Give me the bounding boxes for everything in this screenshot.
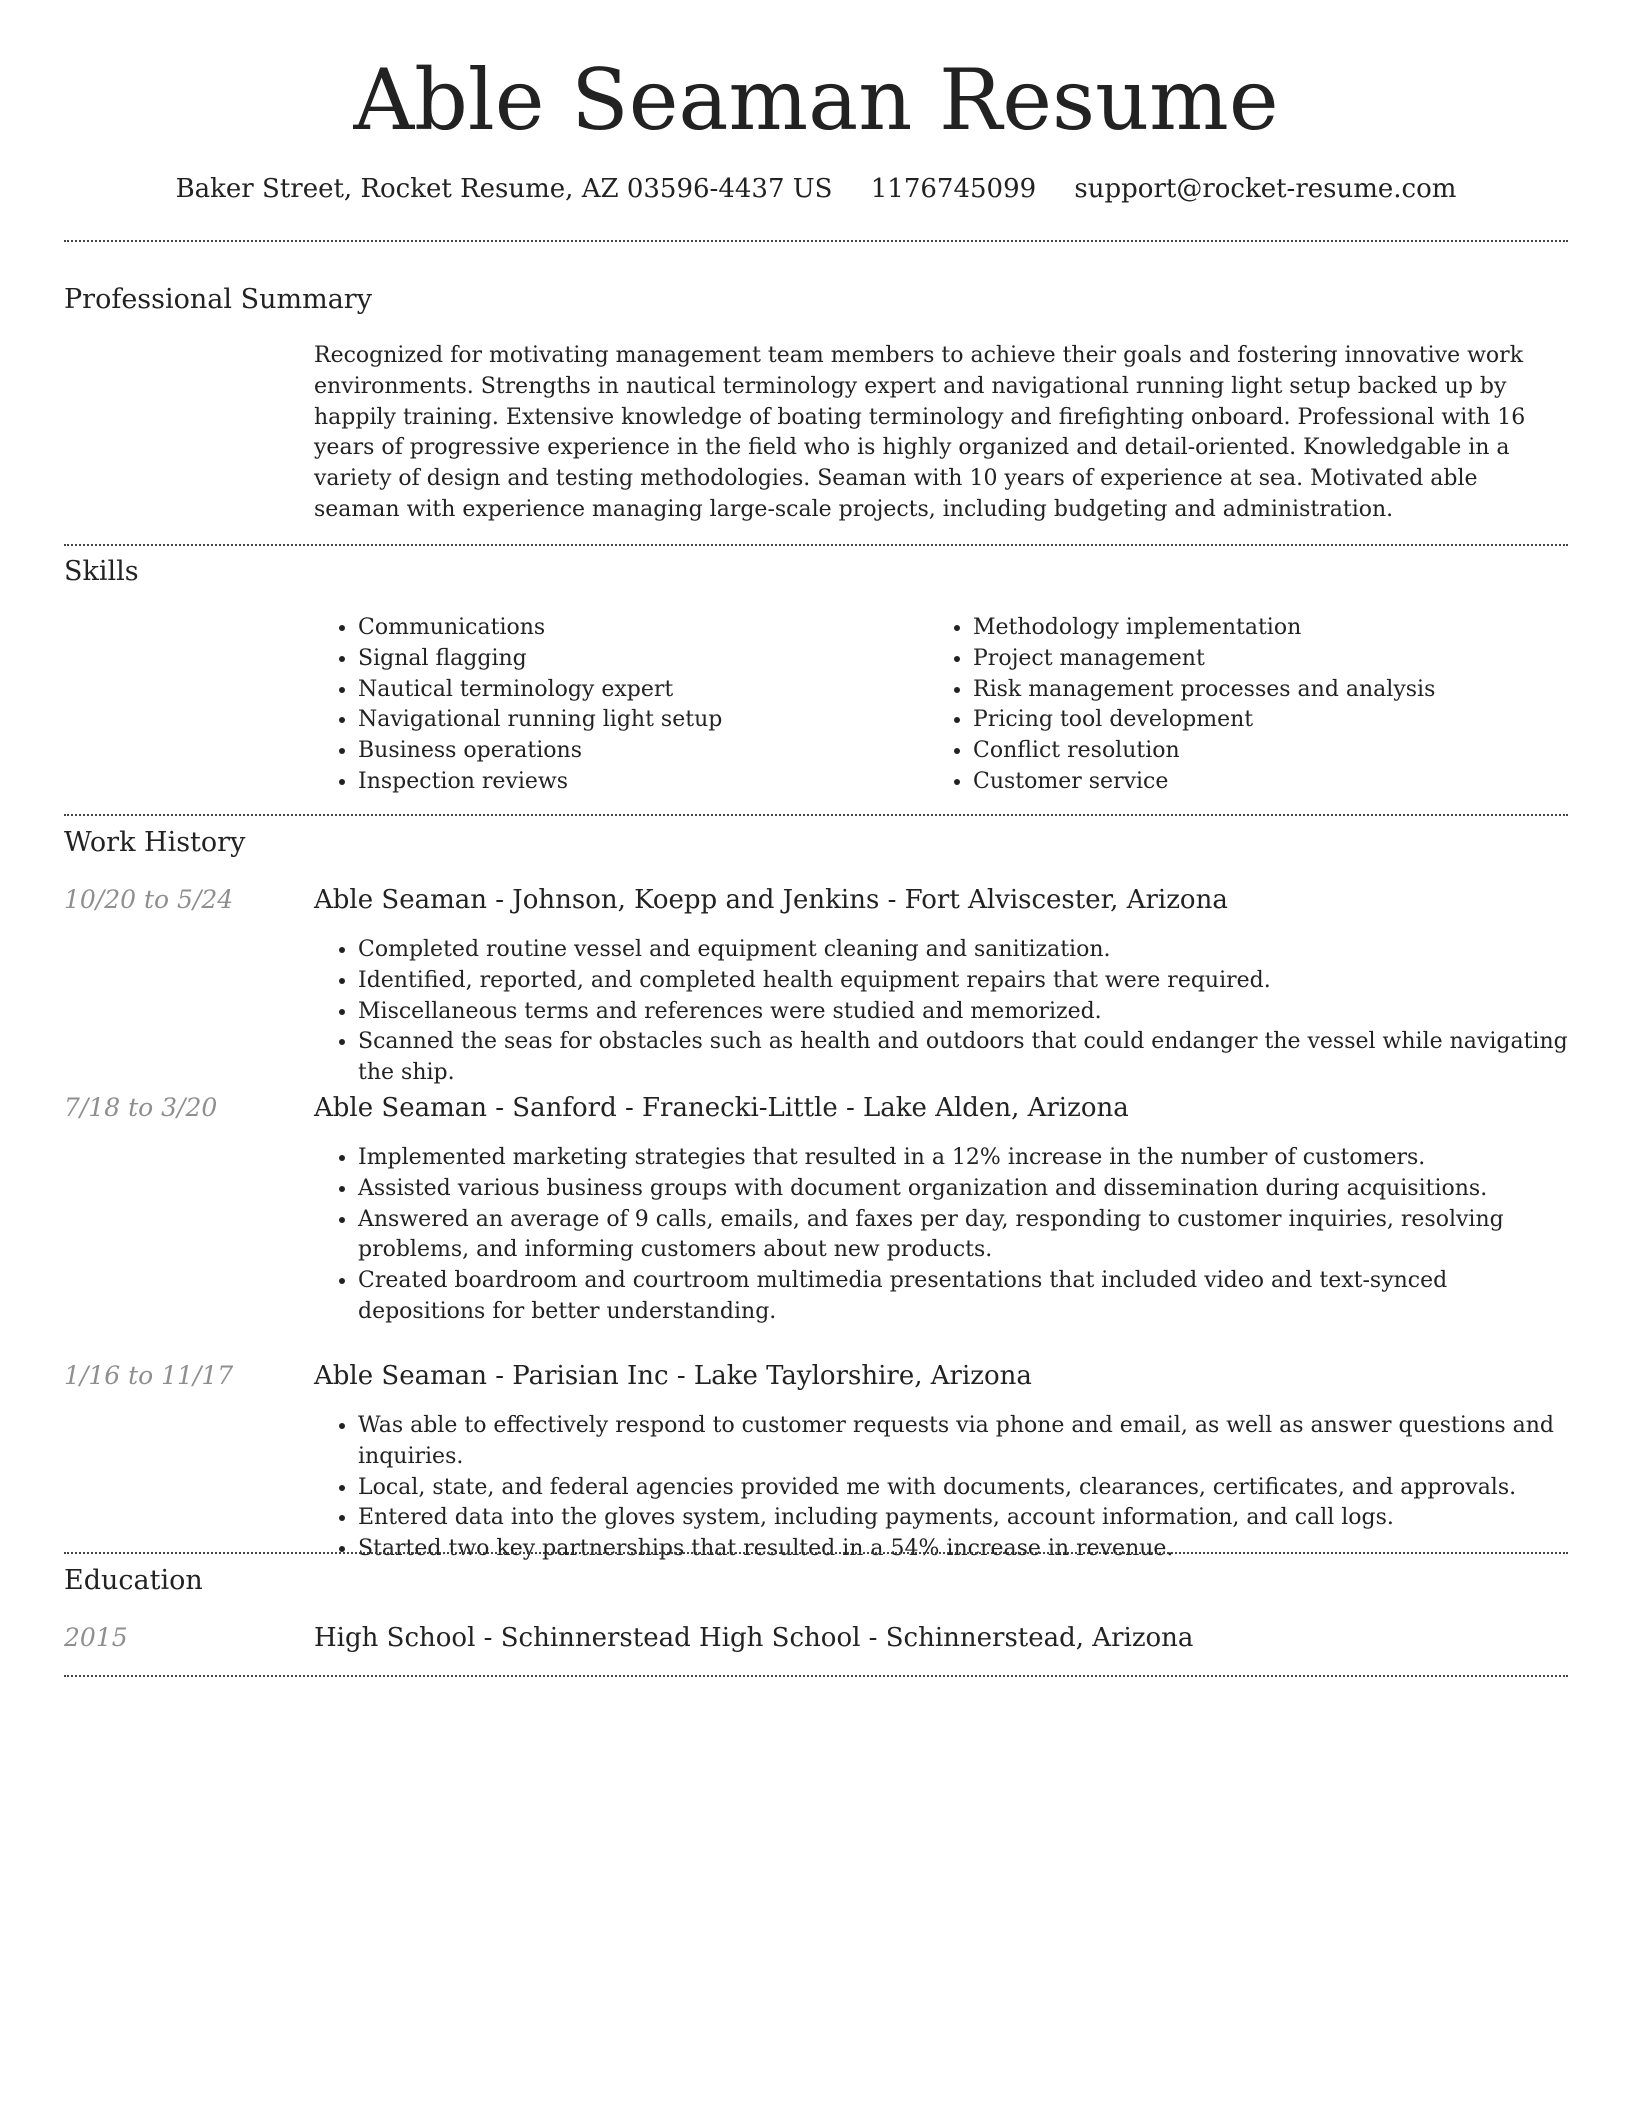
- summary-heading: Professional Summary: [64, 284, 372, 315]
- skill-item: • Communications: [358, 613, 914, 644]
- skill-item: • Inspection reviews: [358, 767, 914, 798]
- job-bullet: • Was able to effectively respond to customer requests via phone and email, as well as answer questions and inquiries.: [358, 1411, 1568, 1473]
- skill-item: • Project management: [973, 644, 1568, 675]
- divider: [64, 544, 1568, 546]
- skills-heading: Skills: [64, 556, 139, 587]
- contact-email: support@rocket-resume.com: [1074, 174, 1457, 204]
- skill-item: • Pricing tool development: [973, 705, 1568, 736]
- job-dates: 1/16 to 11/17: [64, 1361, 234, 1390]
- job-bullet: • Started two key partnerships that resulted in a 54% increase in revenue.: [358, 1534, 1568, 1565]
- skill-item: • Methodology implementation: [973, 613, 1568, 644]
- job-bullet: • Completed routine vessel and equipment cleaning and sanitization.: [358, 935, 1568, 966]
- job-bullets: [314, 935, 1568, 1089]
- job-title: Able Seaman - Johnson, Koepp and Jenkins - Fort Alviscester, Arizona: [314, 885, 1228, 915]
- divider: [64, 814, 1568, 816]
- skills-column-right: [929, 613, 1568, 798]
- job-bullet: • Entered data into the gloves system, including payments, account information, and call logs.: [358, 1503, 1568, 1534]
- job-bullet: • Identified, reported, and completed health equipment repairs that were required.: [358, 966, 1568, 997]
- education-heading: Education: [64, 1565, 203, 1596]
- resume-title: Able Seaman Resume: [353, 51, 1279, 149]
- job-bullet: • Assisted various business groups with document organization and dissemination during acquisitions.: [358, 1174, 1568, 1205]
- divider: [64, 1675, 1568, 1677]
- contact-line: [0, 172, 1632, 206]
- job-dates: 10/20 to 5/24: [64, 885, 234, 914]
- job-title: Able Seaman - Parisian Inc - Lake Taylorshire, Arizona: [314, 1361, 1032, 1391]
- job-title: Able Seaman - Sanford - Franecki-Little - Lake Alden, Arizona: [314, 1093, 1129, 1123]
- divider: [64, 1552, 1568, 1554]
- skill-item: • Nautical terminology expert: [358, 675, 914, 706]
- skills-list-right: [929, 613, 1568, 798]
- skills-column-left: [314, 613, 914, 798]
- job-bullet: • Scanned the seas for obstacles such as health and outdoors that could endanger the vessel while navigating the ship.: [358, 1027, 1568, 1089]
- job-bullet: • Answered an average of 9 calls, emails, and faxes per day, responding to customer inquiries, resolving problems, and informing customers about new products.: [358, 1205, 1568, 1267]
- skill-item: • Conflict resolution: [973, 736, 1568, 767]
- divider: [64, 240, 1568, 242]
- contact-address: Baker Street, Rocket Resume, AZ 03596-4437 US: [175, 174, 833, 204]
- skill-item: • Navigational running light setup: [358, 705, 914, 736]
- skill-item: • Risk management processes and analysis: [973, 675, 1568, 706]
- job-bullet: • Created boardroom and courtroom multimedia presentations that included video and text-synced depositions for better understanding.: [358, 1266, 1568, 1328]
- job-bullets: [314, 1143, 1568, 1328]
- work-heading: Work History: [64, 827, 246, 858]
- job-dates: 7/18 to 3/20: [64, 1093, 218, 1122]
- contact-phone: 1176745099: [870, 174, 1037, 204]
- job-bullet: • Miscellaneous terms and references were studied and memorized.: [358, 997, 1568, 1028]
- skill-item: • Customer service: [973, 767, 1568, 798]
- skill-item: • Business operations: [358, 736, 914, 767]
- education-title: High School - Schinnerstead High School - Schinnerstead, Arizona: [314, 1623, 1194, 1653]
- skills-list-left: [314, 613, 914, 798]
- skill-item: • Signal flagging: [358, 644, 914, 675]
- education-year: 2015: [64, 1623, 128, 1652]
- job-bullet: • Implemented marketing strategies that resulted in a 12% increase in the number of customers.: [358, 1143, 1568, 1174]
- job-bullet: • Local, state, and federal agencies provided me with documents, clearances, certificates, and approvals.: [358, 1473, 1568, 1504]
- summary-text: Recognized for motivating management team members to achieve their goals and fostering innovative work environments. Strengths in nautical terminology expert and navigational running light setup backed up by happily training. Extensive knowledge of boating terminology and firefighting onboard. Professional with 16 years of progressive experience in the field who is highly organized and detail-oriented. Knowledgable in a variety of design and testing methodologies. Seaman with 10 years of experience at sea. Motivated able seaman with experience managing large-scale projects, including budgeting and administration.: [314, 343, 1526, 522]
- job-bullets: [314, 1411, 1568, 1565]
